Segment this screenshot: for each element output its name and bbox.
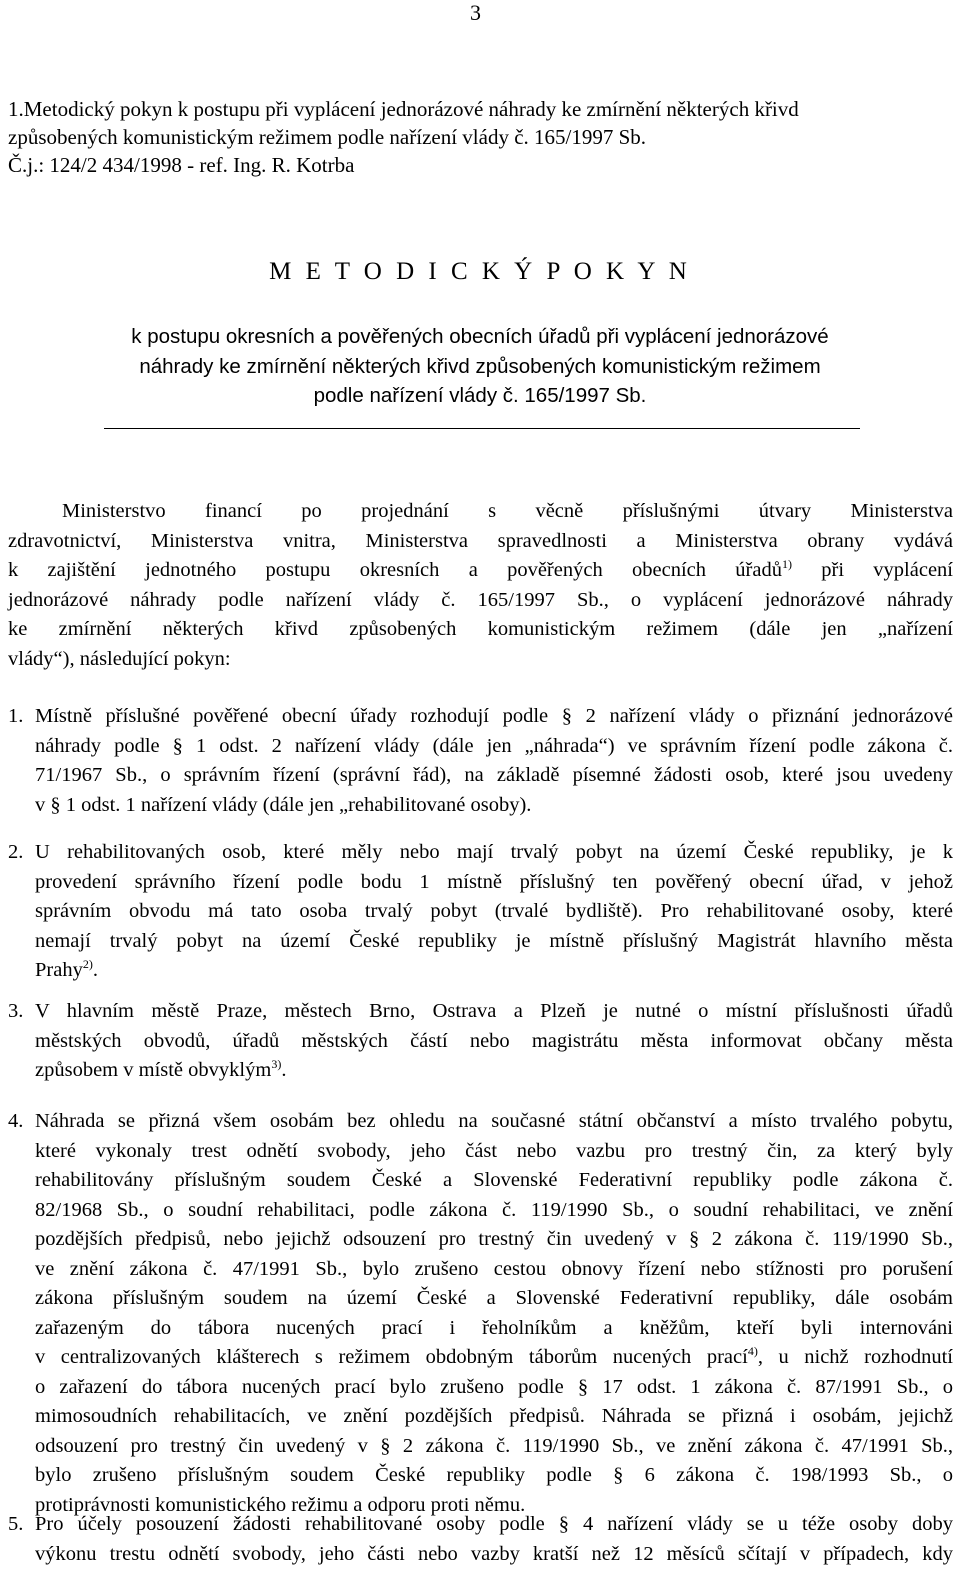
item-number: 3.	[8, 1000, 24, 1022]
header-line-1: 1.Metodický pokyn k postupu při vyplácení jednorázové náhrady ke zmírnění některých křivd	[8, 97, 799, 121]
footnote-ref: 3)	[271, 1057, 282, 1071]
intro-line: k zajištění jednotného postupu okresních a pověřených obecních úřadů$^{1)}$ při vyplácení	[8, 557, 953, 581]
intro-line: zdravotnictví, Ministerstva vnitra, Ministerstva spravedlnosti a Ministerstva obrany vydává	[8, 529, 953, 552]
header-line-2: způsobených komunistickým režimem podle nařízení vlády č. 165/1997 Sb.	[8, 125, 647, 149]
footnote-ref: 2)	[82, 957, 93, 971]
document-title: M E T O D I C K Ý P O K Y N	[269, 258, 691, 285]
subtitle-line-2: náhrady ke zmírnění některých křivd způsobených komunistickým režimem	[139, 354, 821, 378]
page-number: 3	[470, 0, 481, 25]
subtitle-line-3: podle nařízení vlády č. 165/1997 Sb.	[313, 384, 647, 407]
title-divider	[104, 428, 860, 429]
intro-paragraph	[8, 497, 953, 674]
item-number: 4.	[8, 1110, 24, 1132]
item-number: 2.	[8, 841, 24, 863]
intro-line: jednorázové náhrady podle nařízení vlády č. 165/1997 Sb., o vyplácení jednorázové náhrady	[8, 588, 953, 611]
header-line-3: Č.j.: 124/2 434/1998 - ref. Ing. R. Kotrba	[8, 153, 355, 177]
footnote-ref: 1)	[781, 557, 792, 571]
intro-line: Ministerstvo financí po projednání s věcně příslušnými útvary Ministerstva	[62, 500, 953, 522]
document-subtitle	[0, 322, 960, 411]
document-header	[8, 95, 953, 179]
item-number: 1.	[8, 705, 24, 727]
subtitle-line-1: k postupu okresních a pověřených obecních úřadů při vyplácení jednorázové	[131, 325, 829, 348]
item-number: 5.	[8, 1513, 24, 1535]
intro-line: ke zmírnění některých křivd způsobených komunistickým režimem (dále jen „nařízení	[8, 618, 953, 640]
intro-line: vlády“), následující pokyn:	[8, 647, 231, 670]
footnote-ref: 4)	[747, 1344, 758, 1358]
